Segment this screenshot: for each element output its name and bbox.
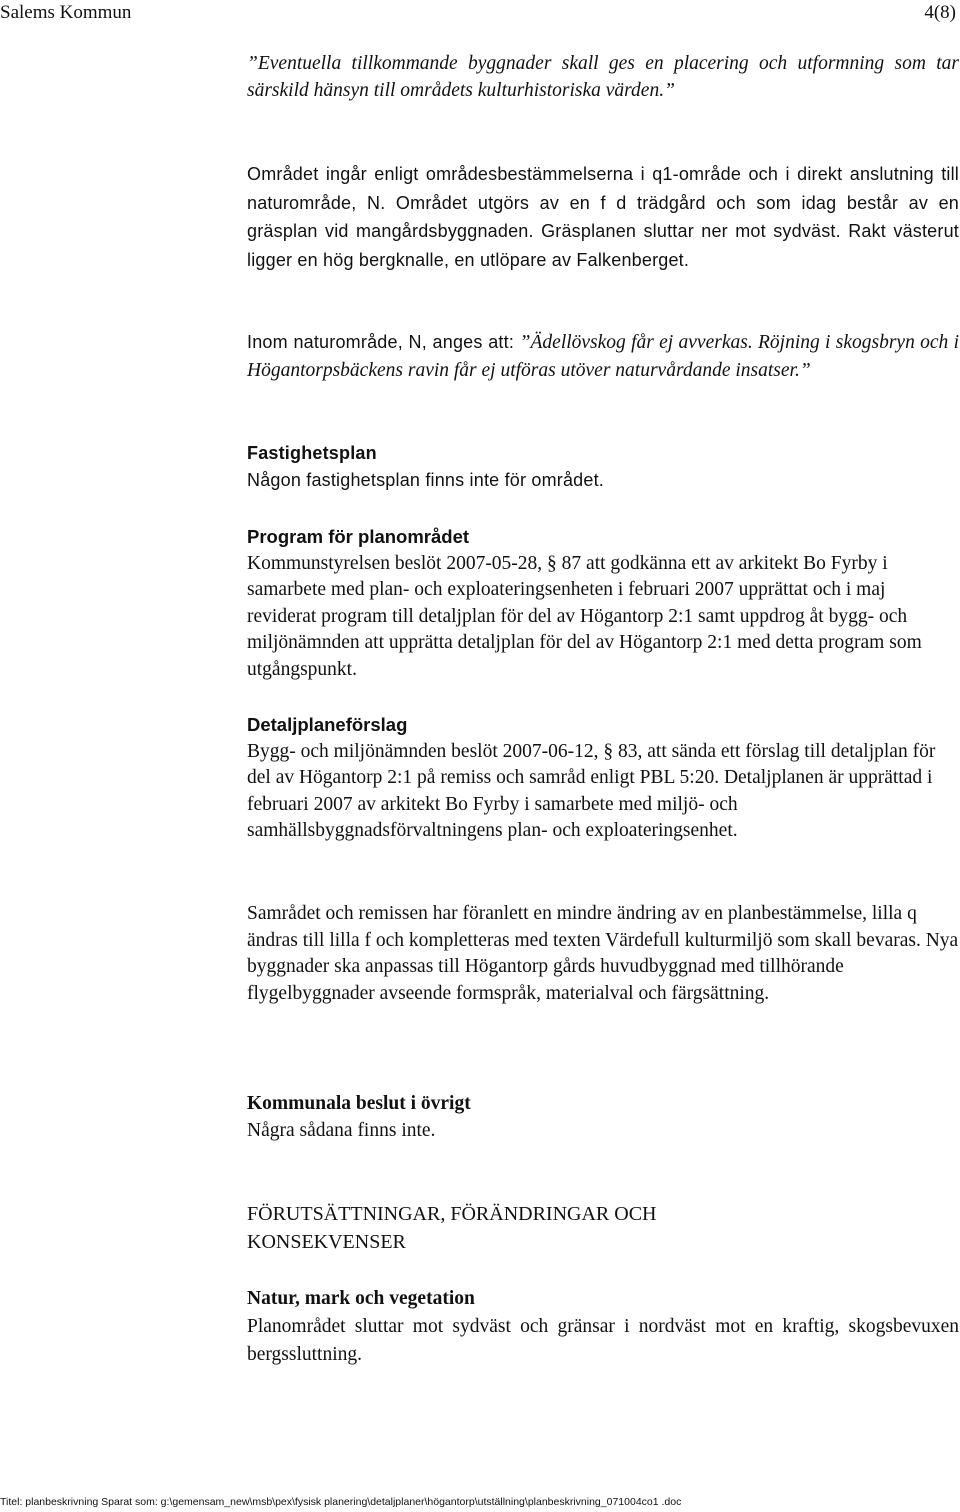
section-detaljplan	[247, 712, 959, 845]
section-natur	[247, 1285, 959, 1369]
quote-cultural-values: ”Eventuella tillkommande byggnader skall ges en placering och utformning som tar särskild hänsyn till områdets kulturhistoriska värden.”	[247, 53, 959, 101]
section-title	[247, 1200, 959, 1256]
section-fastighetsplan	[247, 440, 959, 493]
nature-area-paragraph	[247, 328, 959, 385]
natur-text: Planområdet sluttar mot sydväst och gränsar i nordväst mot en kraftig, skogsbevuxen bergssluttning.	[247, 1316, 959, 1365]
kommunala-heading: Kommunala beslut i övrigt	[247, 1093, 471, 1114]
nature-area-quote: ”Ädellövskog får ej avverkas. Röjning i skogsbryn och i Högantorpsbäckens ravin får ej utföras utöver naturvårdande insatser.”	[247, 332, 959, 381]
section-kommunala-beslut	[247, 1091, 959, 1144]
fastighetsplan-text: Någon fastighetsplan finns inte för området.	[247, 469, 605, 490]
section-title-line1: FÖRUTSÄTTNINGAR, FÖRÄNDRINGAR OCH	[247, 1203, 657, 1225]
natur-heading: Natur, mark och vegetation	[247, 1288, 475, 1309]
section-program	[247, 524, 959, 684]
detaljplan-text: Bygg- och miljönämnden beslöt 2007-06-12, § 83, att sända ett förslag till detaljplan för del av Högantorp 2:1 på remiss och samråd enligt PBL 5:20. Detaljplanen är upprättad i februari 2007 av arkitekt Bo Fyrby i samarbete med miljö- och samhällsbyggnadsförvaltningens plan- och exploateringsenhet.	[247, 740, 936, 842]
header-page-number: 4(8)	[924, 2, 956, 23]
fastighetsplan-heading: Fastighetsplan	[247, 443, 377, 463]
area-description: Området ingår enligt områdesbestämmelserna i q1-område och i direkt anslutning till naturområde, N. Området utgörs av en f d trädgård och som idag består av en gräsplan vid mangårdsbyggnaden. Gräsplanen sluttar ner mot sydväst. Rakt västerut ligger en hög bergknalle, en utlöpare av Falkenberget.	[247, 164, 959, 270]
document-footer: Titel: planbeskrivning Sparat som: g:\gemensam_new\msb\pex\fysisk planering\detaljplaner\högantorp\utställning\planbeskrivning_071004co1 .doc	[0, 1496, 682, 1508]
samrad-paragraph: Samrådet och remissen har föranlett en mindre ändring av en planbestämmelse, lilla q ändras till lilla f och kompletteras med texten Värdefull kulturmiljö som skall bevaras. Nya byggnader ska anpassas till Högantorp gårds huvudbyggnad med tillhörande flygelbyggnader avseende formspråk, materialval och färgsättning.	[247, 903, 959, 1004]
detaljplan-heading: Detaljplaneförslag	[247, 714, 408, 735]
kommunala-text: Några sådana finns inte.	[247, 1119, 436, 1141]
header-municipality: Salems Kommun	[0, 2, 132, 23]
nature-area-lead: Inom naturområde, N, anges att:	[247, 332, 520, 352]
program-heading: Program för planområdet	[247, 526, 470, 547]
section-title-line2: KONSEKVENSER	[247, 1231, 406, 1253]
program-text: Kommunstyrelsen beslöt 2007-05-28, § 87 att godkänna ett av arkitekt Bo Fyrby i samarbete med plan- och exploateringsenheten i februari 2007 upprättat och i maj reviderat program till detaljplan för del av Högantorp 2:1 samt uppdrog åt bygg- och miljönämnden att upprätta detaljplan för del av Högantorp 2:1 med detta program som utgångspunkt.	[247, 552, 922, 680]
